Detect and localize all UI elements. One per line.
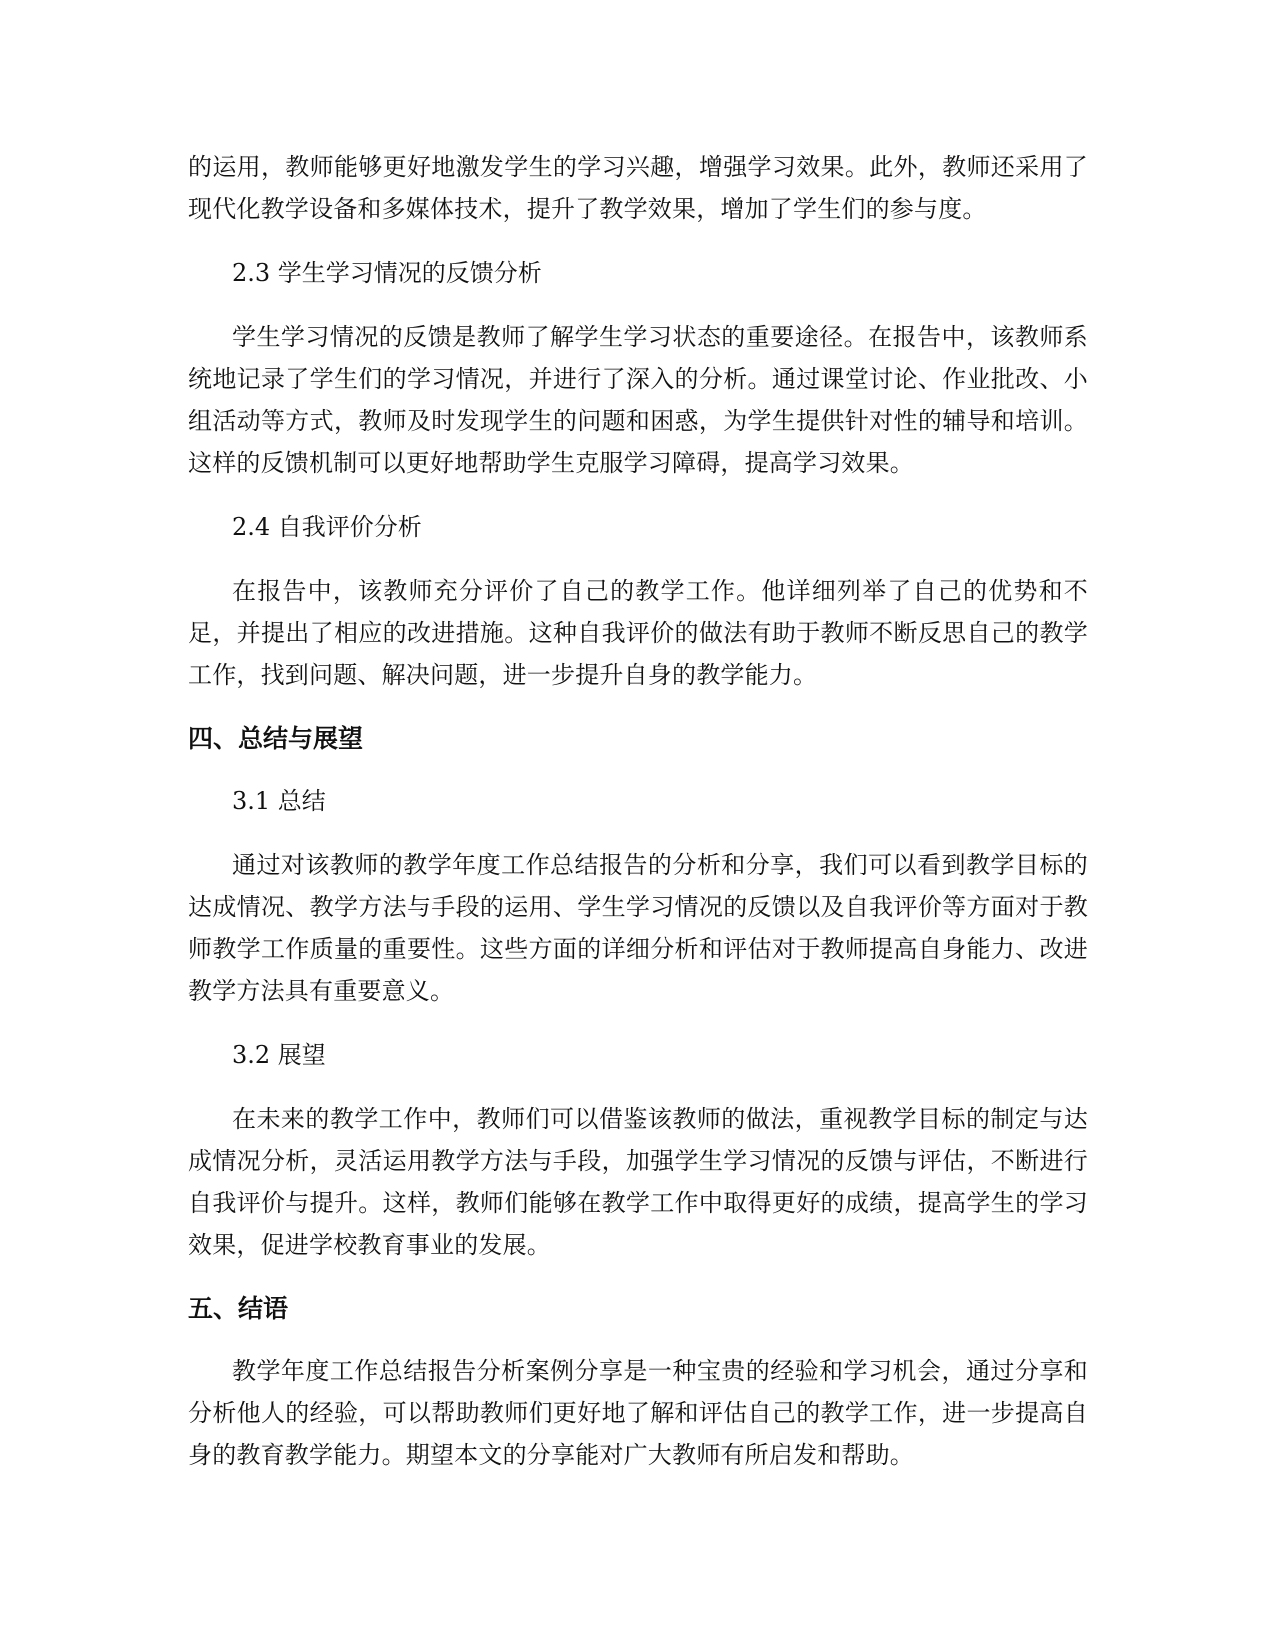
subheading-3-1: 3.1 总结	[232, 787, 326, 815]
paragraph-self-evaluation: 在报告中，该教师充分评价了自己的教学工作。他详细列举了自己的优势和不足，并提出了相应的改进措施。这种自我评价的做法有助于教师不断反思自己的教学工作，找到问题、解决问题，进一步提升自身的教学能力。	[188, 577, 1088, 689]
subheading-3-2: 3.2 展望	[232, 1041, 326, 1069]
paragraph-summary: 通过对该教师的教学年度工作总结报告的分析和分享，我们可以看到教学目标的达成情况、教学方法与手段的运用、学生学习情况的反馈以及自我评价等方面对于教师教学工作质量的重要性。这些方面的详细分析和评估对于教师提高自身能力、改进教学方法具有重要意义。	[188, 851, 1088, 1005]
paragraph-continuation: 的运用，教师能够更好地激发学生的学习兴趣，增强学习效果。此外，教师还采用了现代化教学设备和多媒体技术，提升了教学效果，增加了学生们的参与度。	[188, 153, 1088, 223]
paragraph-feedback-analysis: 学生学习情况的反馈是教师了解学生学习状态的重要途径。在报告中，该教师系统地记录了学生们的学习情况，并进行了深入的分析。通过课堂讨论、作业批改、小组活动等方式，教师及时发现学生的问题和困惑，为学生提供针对性的辅导和培训。这样的反馈机制可以更好地帮助学生克服学习障碍，提高学习效果。	[188, 323, 1088, 477]
subheading-2-4: 2.4 自我评价分析	[232, 513, 422, 541]
subheading-2-3: 2.3 学生学习情况的反馈分析	[232, 259, 542, 287]
document-body	[188, 146, 1088, 1498]
section-heading-conclusion: 五、结语	[188, 1294, 289, 1323]
paragraph-conclusion: 教学年度工作总结报告分析案例分享是一种宝贵的经验和学习机会，通过分享和分析他人的经验，可以帮助教师们更好地了解和评估自己的教学工作，进一步提高自身的教育教学能力。期望本文的分享能对广大教师有所启发和帮助。	[188, 1357, 1088, 1469]
paragraph-outlook: 在未来的教学工作中，教师们可以借鉴该教师的做法，重视教学目标的制定与达成情况分析，灵活运用教学方法与手段，加强学生学习情况的反馈与评估，不断进行自我评价与提升。这样，教师们能够在教学工作中取得更好的成绩，提高学生的学习效果，促进学校教育事业的发展。	[188, 1105, 1088, 1259]
section-heading-summary-outlook: 四、总结与展望	[188, 724, 364, 753]
